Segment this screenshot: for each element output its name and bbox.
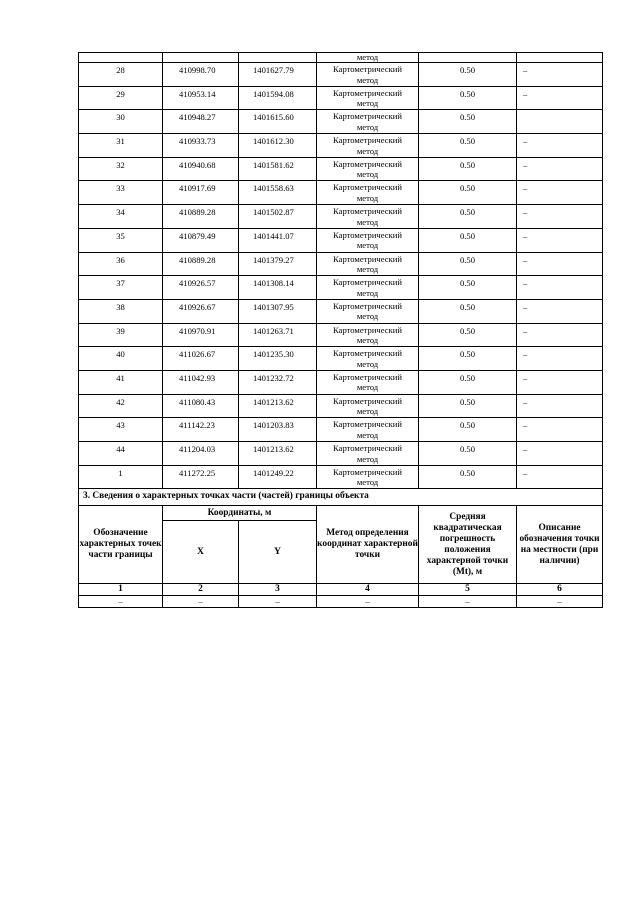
column-number: 2 — [163, 584, 239, 596]
point-number: 37 — [116, 278, 125, 289]
table-row — [79, 442, 603, 466]
header-y: Y — [239, 521, 317, 584]
description: – — [523, 349, 528, 360]
coord-x: 410926.67 — [179, 301, 216, 312]
column-number: 5 — [419, 584, 517, 596]
point-number: 39 — [116, 325, 125, 336]
column-number: 1 — [79, 584, 163, 596]
table-row — [79, 465, 603, 489]
column-numbers-row — [79, 584, 603, 596]
point-number: 44 — [116, 444, 125, 454]
method-line-2: метод — [356, 311, 379, 322]
method-line-1: Картометрический — [333, 64, 402, 74]
dash-cell: – — [517, 596, 603, 608]
method-line-2: метод — [356, 477, 379, 488]
method-line-2: метод — [356, 216, 379, 227]
accuracy: 0.50 — [459, 207, 476, 218]
accuracy: 0.50 — [459, 301, 476, 312]
description: – — [523, 444, 528, 454]
accuracy: 0.50 — [459, 88, 476, 99]
point-number: 43 — [116, 420, 125, 431]
method-line-1: Картометрический — [333, 111, 402, 122]
coord-y: 1401213.62 — [253, 396, 294, 407]
method-line-1: Картометрический — [333, 466, 402, 477]
coord-x: 410889.28 — [179, 207, 216, 218]
dash-cell: – — [163, 596, 239, 608]
header-coordinates: Координаты, м — [163, 506, 317, 521]
coord-x: 410889.28 — [179, 254, 216, 265]
coord-x: 411142.23 — [179, 420, 215, 431]
method-line-1: Картометрический — [333, 253, 402, 264]
coord-x: 411204.03 — [179, 444, 216, 454]
point-number: 40 — [116, 349, 125, 360]
table-row — [79, 276, 603, 300]
accuracy: 0.50 — [459, 325, 476, 336]
method-line-1: Картометрический — [333, 419, 402, 430]
document-page — [78, 52, 602, 608]
header-accuracy: Средняя квадратическая погрешность положения характерной точки (Mt), м — [419, 506, 517, 584]
header-x: X — [163, 521, 239, 584]
method-line-1: Картометрический — [333, 395, 402, 406]
table-row — [79, 347, 603, 371]
method-line-1: Картометрический — [333, 443, 402, 453]
description: – — [523, 254, 528, 265]
accuracy: 0.50 — [459, 372, 476, 383]
method-line-2: метод — [356, 287, 379, 298]
empty-data-row — [79, 596, 603, 608]
accuracy: 0.50 — [459, 183, 476, 194]
method-line-1: Картометрический — [333, 158, 402, 169]
point-number: 31 — [116, 136, 125, 147]
coord-x: 410933.73 — [179, 136, 216, 147]
method-line-2: метод — [356, 192, 379, 203]
column-number: 6 — [517, 584, 603, 596]
table-row — [79, 157, 603, 181]
method-line-1: Картометрический — [333, 182, 402, 193]
table-row — [79, 63, 603, 87]
table-row — [79, 205, 603, 229]
accuracy: 0.50 — [459, 136, 476, 147]
description: – — [523, 65, 528, 75]
table-row — [79, 252, 603, 276]
coord-x: 411042.93 — [179, 372, 216, 383]
description: – — [523, 207, 528, 218]
point-number: 34 — [116, 207, 125, 218]
method-line-2: метод — [356, 382, 379, 393]
description: – — [523, 396, 528, 407]
coord-y: 1401615.60 — [253, 112, 294, 123]
method-line-1: Картометрический — [333, 229, 402, 240]
description: – — [523, 136, 528, 147]
dash-cell: – — [419, 596, 517, 608]
coord-y: 1401594.08 — [253, 88, 294, 99]
coord-x: 410879.49 — [179, 230, 216, 241]
description: – — [523, 183, 528, 194]
description — [523, 110, 602, 112]
coord-x: 410998.70 — [179, 65, 216, 75]
accuracy: 0.50 — [459, 65, 476, 75]
method-line-1: Картометрический — [333, 371, 402, 382]
method-line-1: Картометрический — [333, 348, 402, 359]
method-line-2: метод — [356, 429, 379, 440]
coord-x: 411080.43 — [179, 396, 216, 407]
table-row — [79, 110, 603, 134]
table-row — [79, 370, 603, 394]
accuracy: 0.50 — [459, 420, 476, 431]
accuracy: 0.50 — [459, 349, 476, 360]
accuracy: 0.50 — [459, 112, 476, 123]
coord-x: 410970.91 — [179, 325, 216, 336]
coord-x: 410953.14 — [179, 88, 216, 99]
table-row — [79, 181, 603, 205]
description: – — [523, 420, 528, 431]
point-number: 28 — [116, 65, 125, 75]
header-designation: Обозначение характерных точек части границы — [79, 506, 163, 584]
method-line-1: Картометрический — [333, 300, 402, 311]
point-number: 30 — [116, 112, 125, 123]
point-number: 42 — [116, 396, 125, 407]
table-row — [79, 394, 603, 418]
column-number: 4 — [317, 584, 419, 596]
method-line-1: Картометрический — [333, 135, 402, 146]
table-row — [79, 323, 603, 347]
method-line-2: метод — [356, 74, 379, 85]
point-number: 32 — [116, 159, 125, 170]
coord-y: 1401249.22 — [253, 467, 294, 478]
coord-x: 410926.57 — [179, 278, 216, 289]
coord-y: 1401441.07 — [253, 230, 294, 241]
method-line-1: Картометрический — [333, 87, 402, 98]
method-line-2: метод — [356, 169, 379, 180]
accuracy: 0.50 — [459, 254, 476, 265]
point-number: 33 — [116, 183, 125, 194]
continuation-row — [79, 53, 603, 63]
accuracy: 0.50 — [459, 278, 476, 289]
method-line-2: метод — [356, 335, 379, 346]
dash-cell: – — [239, 596, 317, 608]
header-row-1 — [79, 506, 603, 521]
method-line-2: метод — [356, 358, 379, 369]
coord-y: 1401232.72 — [253, 372, 294, 383]
coord-x: 410917.69 — [179, 183, 216, 194]
coord-y: 1401502.87 — [253, 207, 294, 218]
table-row — [79, 134, 603, 158]
coord-y: 1401612.30 — [253, 136, 294, 147]
section-3-title-row — [79, 489, 603, 506]
dash-cell: – — [79, 596, 163, 608]
coord-y: 1401308.14 — [253, 278, 294, 289]
coord-y: 1401203.83 — [253, 420, 294, 431]
coord-y: 1401379.27 — [253, 254, 294, 265]
point-number: 41 — [116, 372, 125, 383]
coord-x: 411026.67 — [179, 349, 216, 360]
description: – — [523, 372, 528, 383]
description: – — [523, 325, 528, 336]
point-number: 29 — [116, 88, 125, 99]
coord-y: 1401235.30 — [253, 349, 294, 360]
point-number: 1 — [118, 467, 123, 478]
header-description: Описание обозначения точки на местности (при наличии) — [517, 506, 603, 584]
table-row — [79, 86, 603, 110]
method-line-2: метод — [356, 453, 379, 464]
accuracy: 0.50 — [459, 396, 476, 407]
point-number: 36 — [116, 254, 125, 265]
description: – — [523, 278, 528, 289]
continuation-text: метод — [356, 52, 379, 62]
description: – — [523, 159, 528, 170]
accuracy: 0.50 — [459, 159, 476, 170]
header-method: Метод определения координат характерной точки — [317, 506, 419, 584]
table-row — [79, 228, 603, 252]
coord-x: 411272.25 — [179, 467, 216, 478]
point-number: 35 — [116, 230, 125, 241]
method-line-2: метод — [356, 121, 379, 132]
method-line-2: метод — [356, 264, 379, 274]
method-line-1: Картометрический — [333, 277, 402, 288]
method-line-2: метод — [356, 145, 379, 156]
coord-y: 1401307.95 — [253, 301, 294, 312]
method-line-2: метод — [356, 406, 379, 417]
table-row — [79, 299, 603, 323]
method-line-1: Картометрический — [333, 206, 402, 217]
coord-y: 1401558.63 — [253, 183, 294, 194]
method-line-2: метод — [356, 240, 379, 251]
accuracy: 0.50 — [459, 444, 476, 454]
table-row — [79, 418, 603, 442]
method-line-1: Картометрический — [333, 324, 402, 335]
description: – — [523, 301, 528, 312]
coord-y: 1401581.62 — [253, 159, 294, 170]
coord-y: 1401213.62 — [253, 444, 294, 454]
description: – — [523, 467, 528, 478]
coord-y: 1401627.79 — [253, 65, 294, 75]
description: – — [523, 88, 528, 99]
accuracy: 0.50 — [459, 230, 476, 241]
point-number: 38 — [116, 301, 125, 312]
method-line-2: метод — [356, 98, 379, 109]
column-number: 3 — [239, 584, 317, 596]
dash-cell: – — [317, 596, 419, 608]
coord-y: 1401263.71 — [253, 325, 294, 336]
section-3-title: 3. Сведения о характерных точках части (частей) границы объекта — [79, 489, 603, 506]
accuracy: 0.50 — [459, 467, 476, 478]
coord-x: 410948.27 — [179, 112, 216, 123]
coord-x: 410940.68 — [179, 159, 216, 170]
coordinates-table — [78, 52, 603, 608]
description: – — [523, 230, 528, 241]
